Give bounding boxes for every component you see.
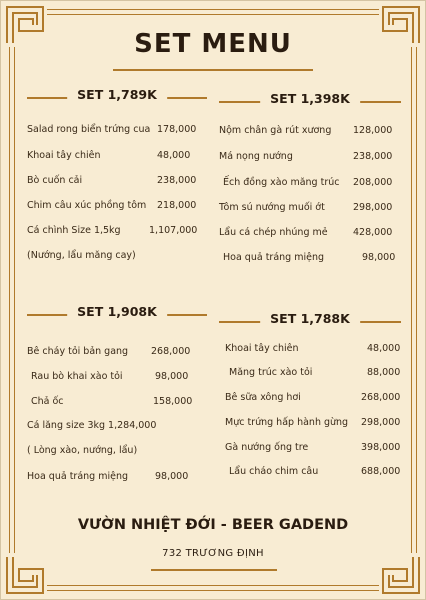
- item-name: (Nướng, lẩu măng cay): [27, 250, 136, 261]
- menu-item: [27, 471, 207, 487]
- item-name: Mực trứng hấp hành gừng: [225, 417, 349, 428]
- item-price: 48,000: [367, 343, 401, 354]
- item-name: Khoai tây chiên: [225, 343, 299, 354]
- greek-key-ornament: [379, 553, 423, 597]
- item-price: 298,000: [353, 202, 393, 213]
- item-name: Lẩu cháo chim câu: [229, 466, 319, 477]
- item-price: 688,000: [361, 466, 401, 477]
- set-block-1: [27, 87, 207, 261]
- menu-item: [219, 151, 401, 167]
- set-block-4: [219, 311, 401, 477]
- menu-item: [219, 392, 401, 408]
- item-price: 158,000: [153, 396, 193, 407]
- menu-item: [27, 175, 207, 191]
- item-price: 238,000: [353, 151, 393, 162]
- menu-item: [219, 442, 401, 458]
- title-underline: [113, 69, 313, 71]
- menu-item-note: [27, 250, 207, 266]
- menu-item: [219, 367, 401, 383]
- item-price: 218,000: [157, 200, 197, 211]
- menu-item: [27, 124, 207, 140]
- item-price: 1,107,000: [149, 225, 198, 236]
- item-name: Cá chình Size 1,5kg: [27, 225, 121, 236]
- item-price: 98,000: [155, 371, 189, 382]
- menu-item: [219, 227, 401, 243]
- item-name: Gà nướng ống tre: [225, 442, 309, 453]
- item-price: 98,000: [362, 252, 396, 263]
- footer-underline: [151, 569, 277, 571]
- corner-ornament-bottom-right: [379, 553, 423, 597]
- menu-title: SET MENU: [134, 29, 292, 59]
- item-name: Má nọng nướng: [219, 151, 293, 162]
- item-name: Cá lăng size 3kg 1,284,000: [27, 420, 157, 431]
- item-name: Nộm chân gà rút xương: [219, 125, 332, 136]
- item-price: 238,000: [157, 175, 197, 186]
- item-price: 268,000: [361, 392, 401, 403]
- menu-item: [219, 343, 401, 359]
- set-header: [27, 87, 207, 109]
- item-name: Chả ốc: [31, 396, 64, 407]
- item-price: 98,000: [155, 471, 189, 482]
- item-name: Bò cuốn cải: [27, 175, 83, 186]
- item-name: ( Lòng xào, nướng, lẩu): [27, 445, 138, 456]
- menu-item: [219, 177, 401, 193]
- item-name: Măng trúc xào tỏi: [229, 367, 313, 378]
- item-name: Rau bò khai xào tỏi: [31, 371, 123, 382]
- item-price: 48,000: [157, 150, 191, 161]
- item-name: Chim câu xúc phồng tôm: [27, 200, 147, 211]
- corner-ornament-bottom-left: [3, 553, 47, 597]
- menu-item: [27, 346, 207, 362]
- item-name: Ếch đồng xào măng trúc: [223, 177, 340, 188]
- item-price: 398,000: [361, 442, 401, 453]
- menu-item: [219, 125, 401, 141]
- menu-item: [219, 252, 401, 268]
- item-price: 268,000: [151, 346, 191, 357]
- item-price: 298,000: [361, 417, 401, 428]
- item-name: Lẩu cá chép nhúng mẻ: [219, 227, 328, 238]
- menu-item: [219, 202, 401, 218]
- menu-item: [219, 417, 401, 433]
- menu-item: [27, 396, 207, 412]
- restaurant-name: VƯỜN NHIỆT ĐỚI - BEER GADEND: [77, 517, 349, 533]
- item-price: 128,000: [353, 125, 393, 136]
- item-name: Tôm sú nướng muối ớt: [219, 202, 325, 213]
- set-header: [219, 91, 401, 113]
- item-name: Bê sữa xông hơi: [225, 392, 301, 403]
- item-name: Hoa quả tráng miệng: [223, 252, 325, 263]
- item-price: 178,000: [157, 124, 197, 135]
- menu-item: [219, 466, 401, 482]
- menu-item: [27, 420, 207, 436]
- set-label: SET 1,788K: [260, 311, 360, 326]
- item-name: Hoa quả tráng miệng: [27, 471, 129, 482]
- item-price: 428,000: [353, 227, 393, 238]
- set-header: [219, 311, 401, 333]
- set-block-3: [27, 304, 207, 482]
- menu-item: [27, 150, 207, 166]
- menu-item-note: [27, 445, 207, 461]
- set-block-2: [219, 91, 401, 263]
- menu-item: [27, 200, 207, 216]
- set-label: SET 1,789K: [67, 87, 167, 102]
- set-header: [27, 304, 207, 326]
- item-name: Salad rong biển trứng cua: [27, 124, 151, 135]
- item-name: Khoai tây chiên: [27, 150, 101, 161]
- item-name: Bê cháy tỏi bản gang: [27, 346, 129, 357]
- item-price: 88,000: [367, 367, 401, 378]
- set-label: SET 1,398K: [260, 91, 360, 106]
- greek-key-ornament: [3, 553, 47, 597]
- restaurant-address: 732 TRƯƠNG ĐỊNH: [162, 548, 264, 559]
- item-price: 208,000: [353, 177, 393, 188]
- menu-item: [27, 371, 207, 387]
- set-label: SET 1,908K: [67, 304, 167, 319]
- menu-item: [27, 225, 207, 241]
